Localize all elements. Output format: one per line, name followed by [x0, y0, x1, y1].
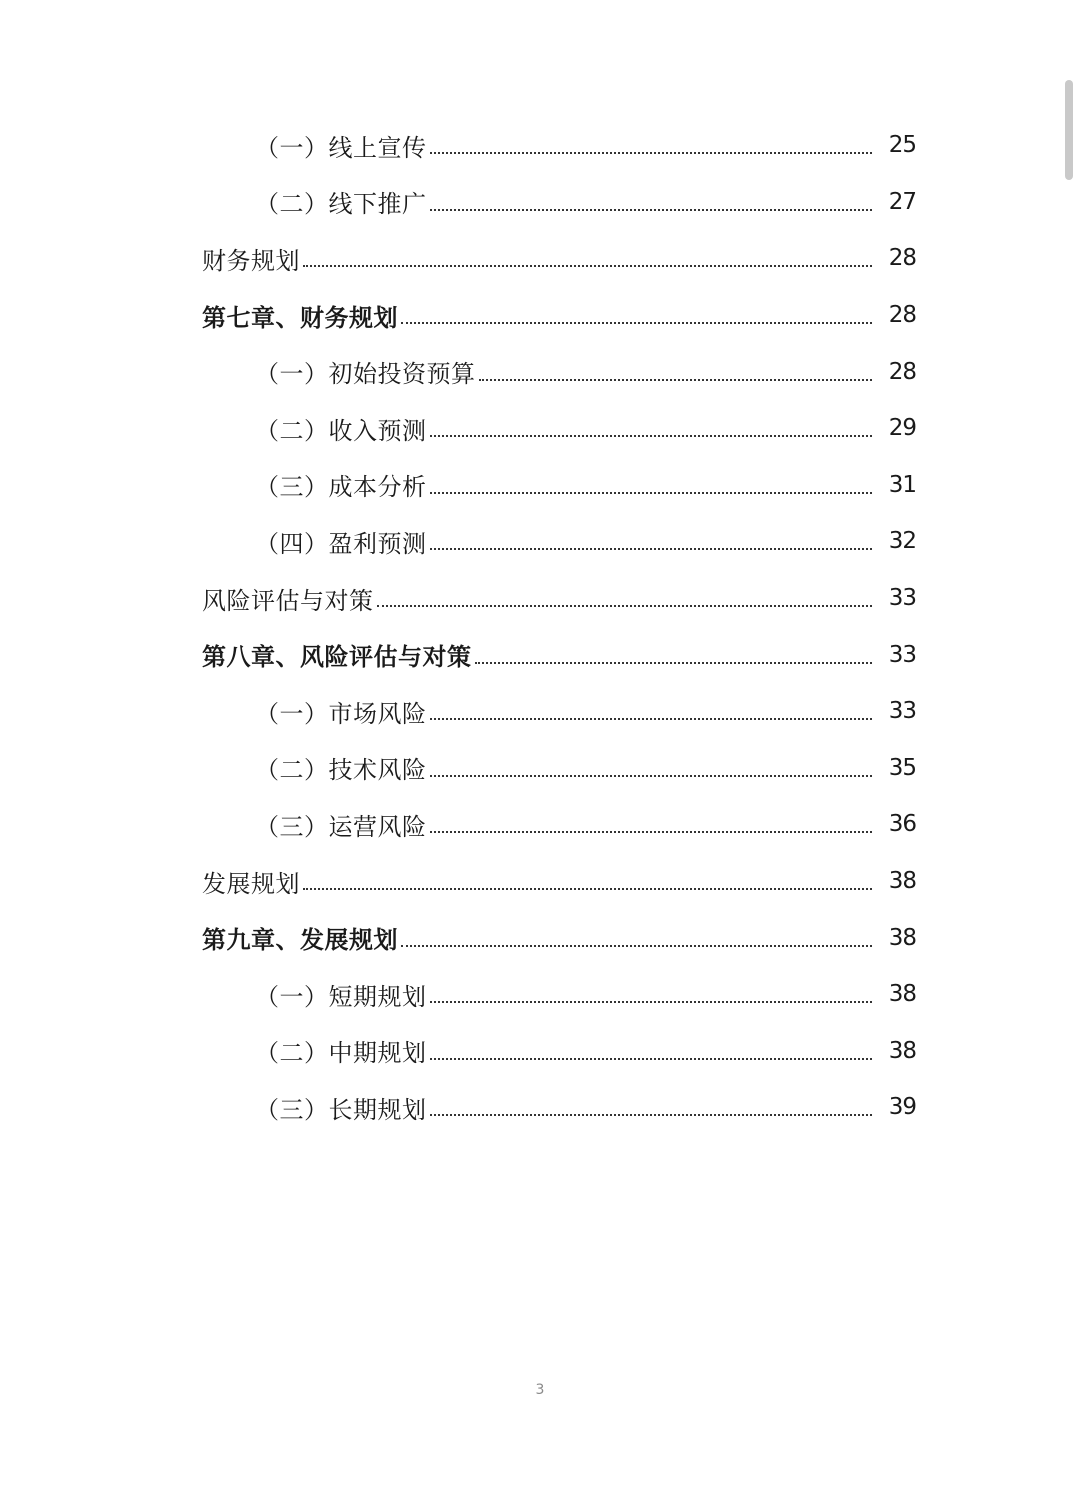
toc-dot-leader — [430, 1058, 873, 1060]
toc-entry[interactable] — [0, 174, 1080, 231]
toc-entry-page: 35 — [888, 754, 916, 781]
toc-dot-leader — [430, 1114, 873, 1116]
table-of-contents — [0, 117, 1080, 1136]
toc-entry-title: （一）市场风险 — [255, 699, 427, 728]
toc-dot-leader — [303, 265, 872, 267]
toc-chapter-entry[interactable] — [0, 909, 1080, 966]
toc-dot-leader — [401, 945, 872, 947]
toc-entry[interactable] — [0, 117, 1080, 174]
toc-dot-leader — [430, 718, 873, 720]
toc-entry-page: 29 — [888, 415, 916, 442]
toc-chapter-entry[interactable] — [0, 287, 1080, 344]
toc-entry-title: （三）长期规划 — [255, 1095, 427, 1124]
toc-entry[interactable] — [0, 853, 1080, 910]
toc-dot-leader — [430, 209, 873, 211]
toc-entry-title: 第七章、财务规划 — [202, 303, 398, 332]
toc-dot-leader — [430, 435, 873, 437]
toc-entry[interactable] — [0, 570, 1080, 627]
toc-entry-page: 33 — [888, 641, 916, 668]
toc-entry[interactable] — [0, 457, 1080, 514]
toc-entry-page: 31 — [888, 471, 916, 498]
toc-dot-leader — [401, 322, 872, 324]
toc-entry[interactable] — [0, 343, 1080, 400]
toc-entry[interactable] — [0, 1079, 1080, 1136]
toc-entry-page: 36 — [888, 811, 916, 838]
toc-entry-title: （一）初始投资预算 — [255, 360, 476, 389]
toc-entry-page: 38 — [888, 1037, 916, 1064]
toc-entry[interactable] — [0, 683, 1080, 740]
toc-dot-leader — [430, 548, 873, 550]
toc-entry-page: 38 — [888, 981, 916, 1008]
toc-entry-title: （一）短期规划 — [255, 982, 427, 1011]
toc-dot-leader — [430, 152, 873, 154]
toc-entry-title: （一）线上宣传 — [255, 133, 427, 162]
toc-dot-leader — [430, 492, 873, 494]
toc-entry-page: 33 — [888, 585, 916, 612]
toc-entry-page: 32 — [888, 528, 916, 555]
toc-entry-title: （二）线下推广 — [255, 190, 427, 219]
toc-entry-title: 财务规划 — [202, 246, 300, 275]
toc-entry-page: 25 — [888, 132, 916, 159]
toc-dot-leader — [475, 662, 873, 664]
toc-entry-page: 38 — [888, 868, 916, 895]
toc-entry[interactable] — [0, 796, 1080, 853]
toc-entry-page: 38 — [888, 924, 916, 951]
page-number: 3 — [535, 1382, 545, 1398]
toc-entry-page: 28 — [888, 358, 916, 385]
toc-entry-title: （三）成本分析 — [255, 473, 427, 502]
toc-entry[interactable] — [0, 966, 1080, 1023]
toc-entry-page: 39 — [888, 1094, 916, 1121]
toc-entry-title: （二）中期规划 — [255, 1039, 427, 1068]
toc-entry[interactable] — [0, 1023, 1080, 1080]
toc-dot-leader — [430, 1001, 873, 1003]
toc-entry-title: 风险评估与对策 — [202, 586, 374, 615]
toc-entry-title: （四）盈利预测 — [255, 529, 427, 558]
toc-entry-title: 发展规划 — [202, 869, 300, 898]
toc-entry-title: 第八章、风险评估与对策 — [202, 643, 472, 672]
toc-dot-leader — [303, 888, 872, 890]
toc-chapter-entry[interactable] — [0, 626, 1080, 683]
toc-entry-page: 28 — [888, 302, 916, 329]
toc-entry[interactable] — [0, 740, 1080, 797]
toc-entry-title: 第九章、发展规划 — [202, 926, 398, 955]
toc-entry-page: 27 — [888, 188, 916, 215]
toc-dot-leader — [377, 605, 873, 607]
toc-dot-leader — [479, 379, 873, 381]
toc-entry[interactable] — [0, 513, 1080, 570]
toc-entry-title: （二）技术风险 — [255, 756, 427, 785]
toc-entry[interactable] — [0, 400, 1080, 457]
toc-entry-page: 28 — [888, 245, 916, 272]
toc-entry-page: 33 — [888, 698, 916, 725]
toc-dot-leader — [430, 775, 873, 777]
toc-entry-title: （三）运营风险 — [255, 812, 427, 841]
toc-dot-leader — [430, 831, 873, 833]
toc-entry[interactable] — [0, 230, 1080, 287]
toc-entry-title: （二）收入预测 — [255, 416, 427, 445]
